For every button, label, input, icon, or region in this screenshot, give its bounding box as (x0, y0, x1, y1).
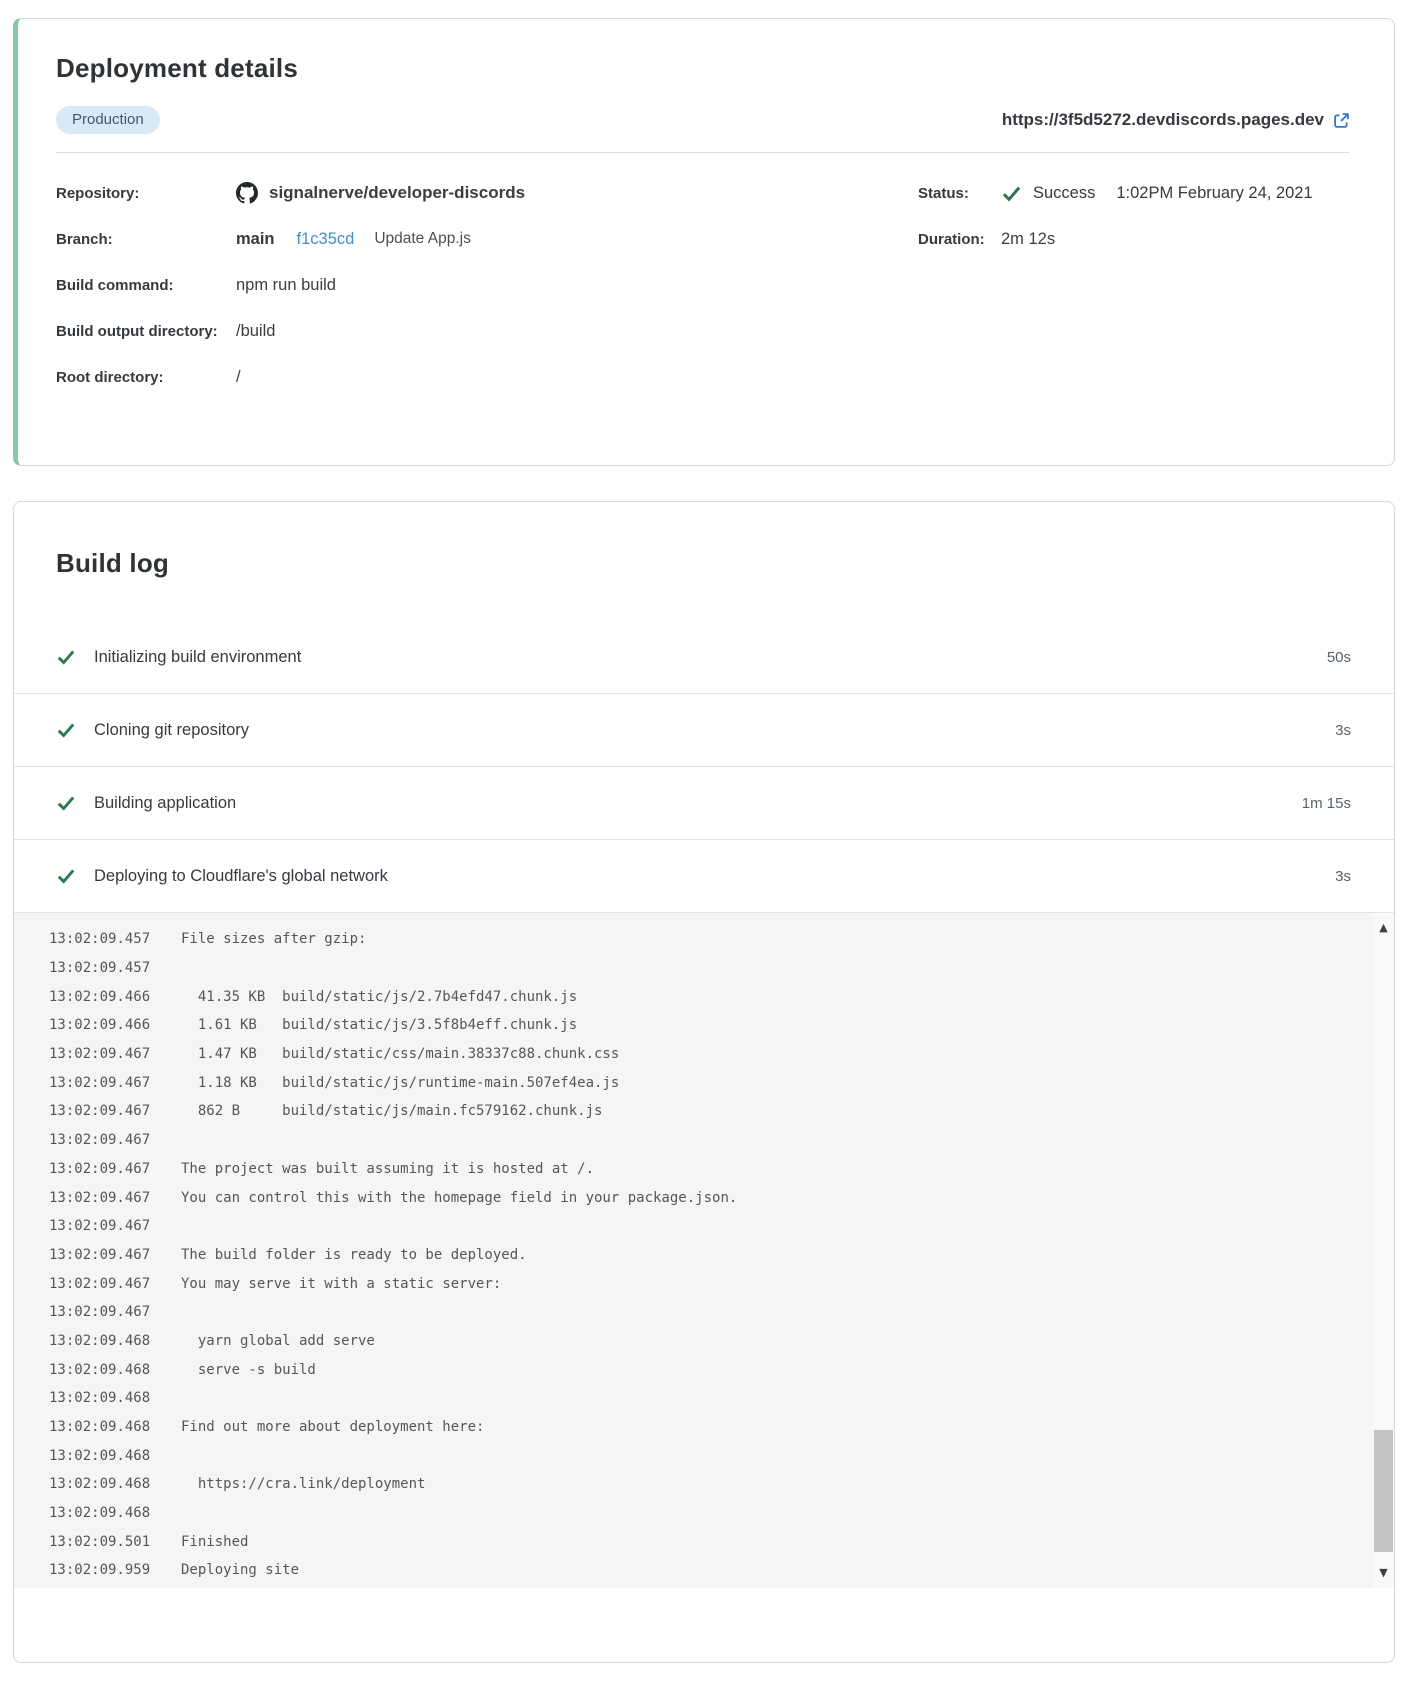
log-timestamp: 13:02:09.467 (49, 1189, 151, 1206)
log-timestamp: 13:02:09.467 (49, 1275, 151, 1292)
stage-name: Initializing build environment (94, 647, 302, 666)
log-line (14, 1097, 1394, 1126)
log-timestamp: 13:02:09.959 (49, 1562, 151, 1579)
repository-name: signalnerve/developer-discords (269, 183, 526, 202)
log-message: 862 B build/static/js/main.fc579162.chunk.js (181, 1103, 603, 1120)
log-line (14, 1470, 1394, 1499)
stage-duration: 3s (1335, 721, 1351, 739)
details-right-column (918, 170, 1350, 400)
external-link-icon (1333, 112, 1350, 129)
status-timestamp: 1:02PM February 24, 2021 (1116, 183, 1313, 202)
divider (56, 152, 1350, 153)
log-timestamp: 13:02:09.467 (49, 1304, 151, 1321)
log-timestamp: 13:02:09.468 (49, 1419, 151, 1436)
stage-left (56, 647, 301, 667)
log-message: Deploying site (181, 1562, 300, 1579)
log-timestamp: 13:02:09.467 (49, 1074, 151, 1091)
log-timestamp: 13:02:09.467 (49, 1246, 151, 1263)
build-log-card (13, 501, 1395, 1663)
log-message: 41.35 KB build/static/js/2.7b4efd47.chunk.js (181, 988, 578, 1005)
log-scrollbar[interactable] (1373, 913, 1394, 1588)
log-line (14, 1413, 1394, 1442)
repository-value (236, 182, 525, 204)
build-output-directory-label: Build output directory: (56, 322, 218, 340)
log-line (14, 1327, 1394, 1356)
commit-hash-link[interactable]: f1c35cd (296, 229, 355, 248)
log-message: 1.47 KB build/static/css/main.38337c88.chunk.css (181, 1046, 620, 1063)
log-timestamp: 13:02:09.468 (49, 1390, 151, 1407)
stage-name: Building application (94, 793, 237, 812)
commit-message: Update App.js (374, 230, 471, 247)
scroll-down-arrow-icon[interactable]: ▼ (1379, 1566, 1388, 1579)
log-timestamp: 13:02:09.468 (49, 1476, 151, 1493)
build-stage-row[interactable] (14, 767, 1394, 840)
log-line (14, 1556, 1394, 1585)
log-line (14, 982, 1394, 1011)
check-icon (56, 720, 76, 740)
log-message: File sizes after gzip: (181, 931, 367, 948)
log-timestamp: 13:02:09.467 (49, 1103, 151, 1120)
log-message: serve -s build (181, 1361, 316, 1378)
log-line (14, 1011, 1394, 1040)
root-directory-row (56, 354, 862, 400)
log-line (14, 1527, 1394, 1556)
log-line (14, 1126, 1394, 1155)
root-directory-label: Root directory: (56, 368, 164, 386)
build-command-value: npm run build (236, 275, 336, 294)
check-icon (56, 793, 76, 813)
branch-row (56, 216, 862, 262)
build-stage-row[interactable] (14, 694, 1394, 767)
repository-label: Repository: (56, 184, 140, 202)
check-icon (56, 647, 76, 667)
log-message: You may serve it with a static server: (181, 1275, 502, 1292)
status-value (1001, 183, 1313, 204)
status-label: Status: (918, 184, 969, 202)
log-timestamp: 13:02:09.468 (49, 1447, 151, 1464)
details-grid (56, 170, 1350, 400)
log-message: You can control this with the homepage field in your package.json. (181, 1189, 738, 1206)
stage-duration: 3s (1335, 867, 1351, 885)
stage-left (56, 866, 388, 886)
log-timestamp: 13:02:09.468 (49, 1505, 151, 1522)
deployment-url-text: https://3f5d5272.devdiscords.pages.dev (1001, 110, 1324, 129)
log-line (14, 925, 1394, 954)
root-directory-value: / (236, 367, 241, 386)
log-message: https://cra.link/deployment (181, 1476, 426, 1493)
build-output-directory-value: /build (236, 321, 276, 340)
log-timestamp: 13:02:09.466 (49, 1017, 151, 1034)
log-timestamp: 13:02:09.501 (49, 1533, 151, 1550)
check-icon (56, 866, 76, 886)
log-message: The project was built assuming it is hosted at /. (181, 1160, 595, 1177)
log-line (14, 1269, 1394, 1298)
branch-name: main (236, 229, 275, 248)
log-lines (14, 913, 1394, 1585)
duration-row (918, 216, 1350, 262)
log-line (14, 1384, 1394, 1413)
stage-left (56, 720, 249, 740)
repository-row (56, 170, 862, 216)
log-line (14, 1241, 1394, 1270)
details-left-column (56, 170, 862, 400)
log-timestamp: 13:02:09.468 (49, 1332, 151, 1349)
log-timestamp: 13:02:09.467 (49, 1218, 151, 1235)
log-line (14, 1040, 1394, 1069)
stage-left (56, 793, 236, 813)
log-line (14, 1441, 1394, 1470)
build-stages-list (14, 621, 1394, 913)
log-line (14, 1499, 1394, 1528)
status-row (918, 170, 1350, 216)
duration-label: Duration: (918, 230, 985, 248)
log-timestamp: 13:02:09.467 (49, 1160, 151, 1177)
stage-name: Deploying to Cloudflare's global network (94, 866, 388, 885)
build-log-title: Build log (56, 548, 169, 578)
log-line (14, 1155, 1394, 1184)
log-message: Find out more about deployment here: (181, 1419, 485, 1436)
log-line (14, 954, 1394, 983)
build-command-row (56, 262, 862, 308)
environment-badge: Production (56, 106, 160, 134)
duration-value: 2m 12s (1001, 229, 1056, 248)
scrollbar-thumb[interactable] (1374, 1430, 1393, 1552)
deployment-details-title: Deployment details (56, 53, 298, 83)
build-log-output (14, 913, 1394, 1588)
check-icon (1001, 183, 1022, 204)
log-message: The build folder is ready to be deployed. (181, 1246, 527, 1263)
build-command-label: Build command: (56, 276, 174, 294)
log-timestamp: 13:02:09.457 (49, 960, 151, 977)
build-output-directory-row (56, 308, 862, 354)
stage-name: Cloning git repository (94, 720, 249, 739)
log-message: 1.18 KB build/static/js/runtime-main.507ef4ea.js (181, 1074, 620, 1091)
log-message: Finished (181, 1533, 249, 1550)
log-message: yarn global add serve (181, 1332, 375, 1349)
stage-duration: 1m 15s (1301, 794, 1351, 812)
deployment-url-link[interactable] (1002, 110, 1350, 130)
log-line (14, 1183, 1394, 1212)
status-text: Success (1033, 183, 1096, 202)
log-timestamp: 13:02:09.467 (49, 1046, 151, 1063)
build-stage-row[interactable] (14, 621, 1394, 694)
log-timestamp: 13:02:09.467 (49, 1132, 151, 1149)
branch-label: Branch: (56, 230, 113, 248)
log-line (14, 1068, 1394, 1097)
log-message: 1.61 KB build/static/js/3.5f8b4eff.chunk.js (181, 1017, 578, 1034)
log-line (14, 1298, 1394, 1327)
stage-duration: 50s (1326, 648, 1351, 666)
log-timestamp: 13:02:09.468 (49, 1361, 151, 1378)
log-line (14, 1212, 1394, 1241)
scroll-up-arrow-icon[interactable]: ▲ (1379, 921, 1388, 934)
badge-row (56, 106, 1350, 134)
build-stage-row[interactable] (14, 840, 1394, 913)
log-timestamp: 13:02:09.466 (49, 988, 151, 1005)
deployment-details-card (13, 18, 1395, 466)
log-line (14, 1355, 1394, 1384)
log-timestamp: 13:02:09.457 (49, 931, 151, 948)
github-icon (236, 182, 258, 204)
